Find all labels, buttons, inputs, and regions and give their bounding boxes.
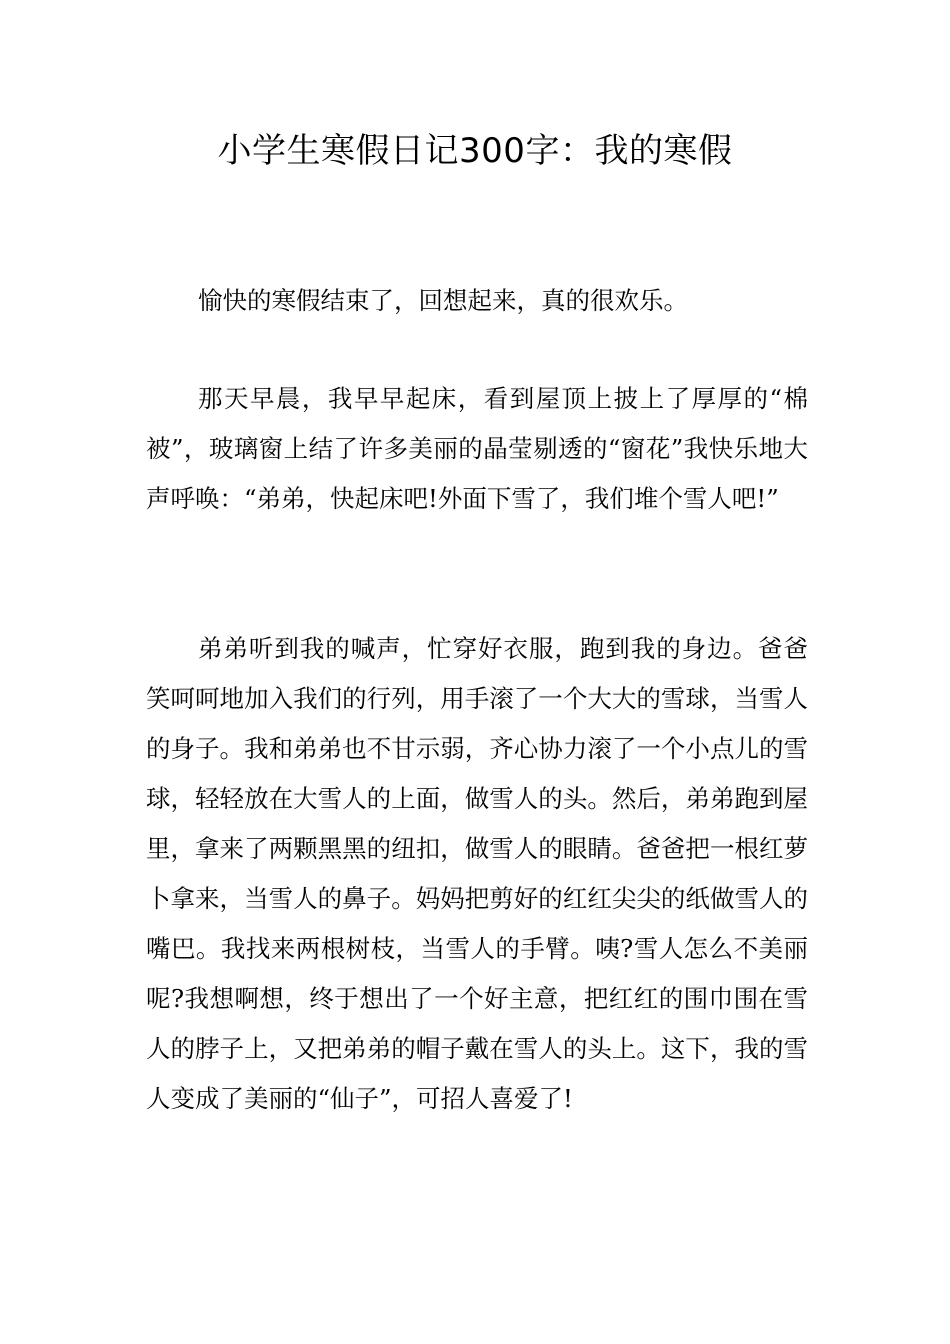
paragraph-snowman: 弟弟听到我的喊声，忙穿好衣服，跑到我的身边。爸爸笑呵呵地加入我们的行列，用手滚了一个大大的雪球，当雪人的身子。我和弟弟也不甘示弱，齐心协力滚了一个小点儿的雪球，轻轻放在大雪人的上面，做雪人的头。然后，弟弟跑到屋里，拿来了两颗黑黑的纽扣，做雪人的眼睛。爸爸把一根红萝卜拿来，当雪人的鼻子。妈妈把剪好的红红尖尖的纸做雪人的嘴巴。我找来两根树枝，当雪人的手臂。咦?雪人怎么不美丽呢?我想啊想，终于想出了一个好主意，把红红的围巾围在雪人的脖子上，又把弟弟的帽子戴在雪人的头上。这下，我的雪人变成了美丽的“仙子”，可招人喜爱了! — [146, 634, 808, 1113]
paragraph-morning: 那天早晨，我早早起床，看到屋顶上披上了厚厚的“棉被”，玻璃窗上结了许多美丽的晶莹剔透的“窗花”我快乐地大声呼唤：“弟弟，快起床吧!外面下雪了，我们堆个雪人吧!” — [146, 384, 808, 513]
paragraph-intro: 愉快的寒假结束了，回想起来，真的很欢乐。 — [198, 286, 688, 315]
document-title: 小学生寒假日记300字：我的寒假 — [217, 131, 733, 171]
